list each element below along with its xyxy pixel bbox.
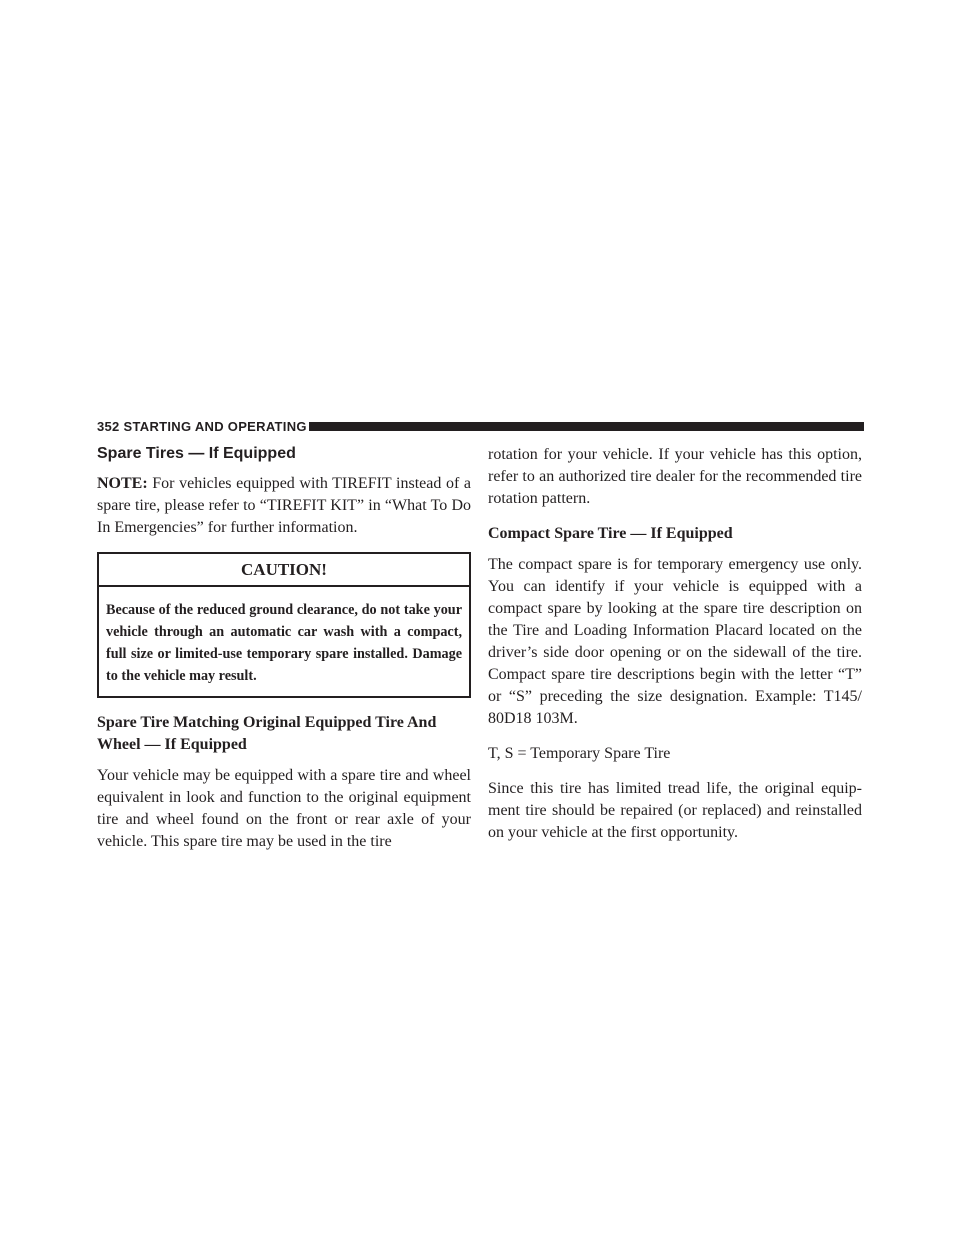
left-column: [97, 444, 471, 866]
compact-spare-paragraph: The compact spare is for temporary emergency use only. You can identify if your vehicle is equipped with a compact spare by looking at the spare tire description on the Tire and Loading Information Placard located on the driver’s side door opening or on the sidewall of the tire. Compact spare tire descriptions begin with the letter “T” or “S” preceding the size designation. Example: T145/ 80D18 103M.: [488, 556, 862, 727]
temporary-spare-definition: T, S = Temporary Spare Tire: [488, 745, 671, 762]
caution-text: Because of the reduced ground clearance, do not take your vehicle through an automatic car wash with a compact, full size or limited-use temporary spare installed. Damage to the vehicle may result.: [106, 602, 462, 684]
matching-spare-paragraph: Your vehicle may be equipped with a spare tire and wheel equivalent in look and function to the original equipment tire and wheel found on the front or rear axle of your vehicle. This spare tire may be used in the tire: [97, 767, 471, 850]
caution-box: [97, 552, 471, 698]
tread-life-paragraph: Since this tire has limited tread life, the original equip- ment tire should be repaired (or replaced) and reinstalled on your vehicle at the first opportunity.: [488, 780, 862, 841]
continuation-paragraph: rotation for your vehicle. If your vehicle has this option, refer to an authorized tire dealer for the recommended tire rotation pattern.: [488, 446, 862, 507]
note-paragraph: [97, 473, 471, 539]
page-number: 352: [97, 419, 120, 434]
right-column: [488, 444, 862, 857]
running-header: [97, 419, 313, 435]
section-name: STARTING AND OPERATING: [123, 419, 307, 434]
caution-heading: CAUTION!: [99, 554, 469, 587]
note-text: For vehicles equipped with TIREFIT instead of a spare tire, please refer to “TIREFIT KIT” in “What To Do In Emergencies” for further information.: [97, 475, 471, 536]
header-rule: [309, 422, 864, 431]
page-header: [97, 419, 864, 435]
note-label: NOTE:: [97, 475, 148, 492]
section-title: Spare Tires — If Equipped: [97, 445, 296, 462]
compact-spare-subheading: Compact Spare Tire — If Equipped: [488, 525, 733, 542]
matching-spare-subheading: Spare Tire Matching Original Equipped Tire And Wheel — If Equipped: [97, 714, 437, 753]
